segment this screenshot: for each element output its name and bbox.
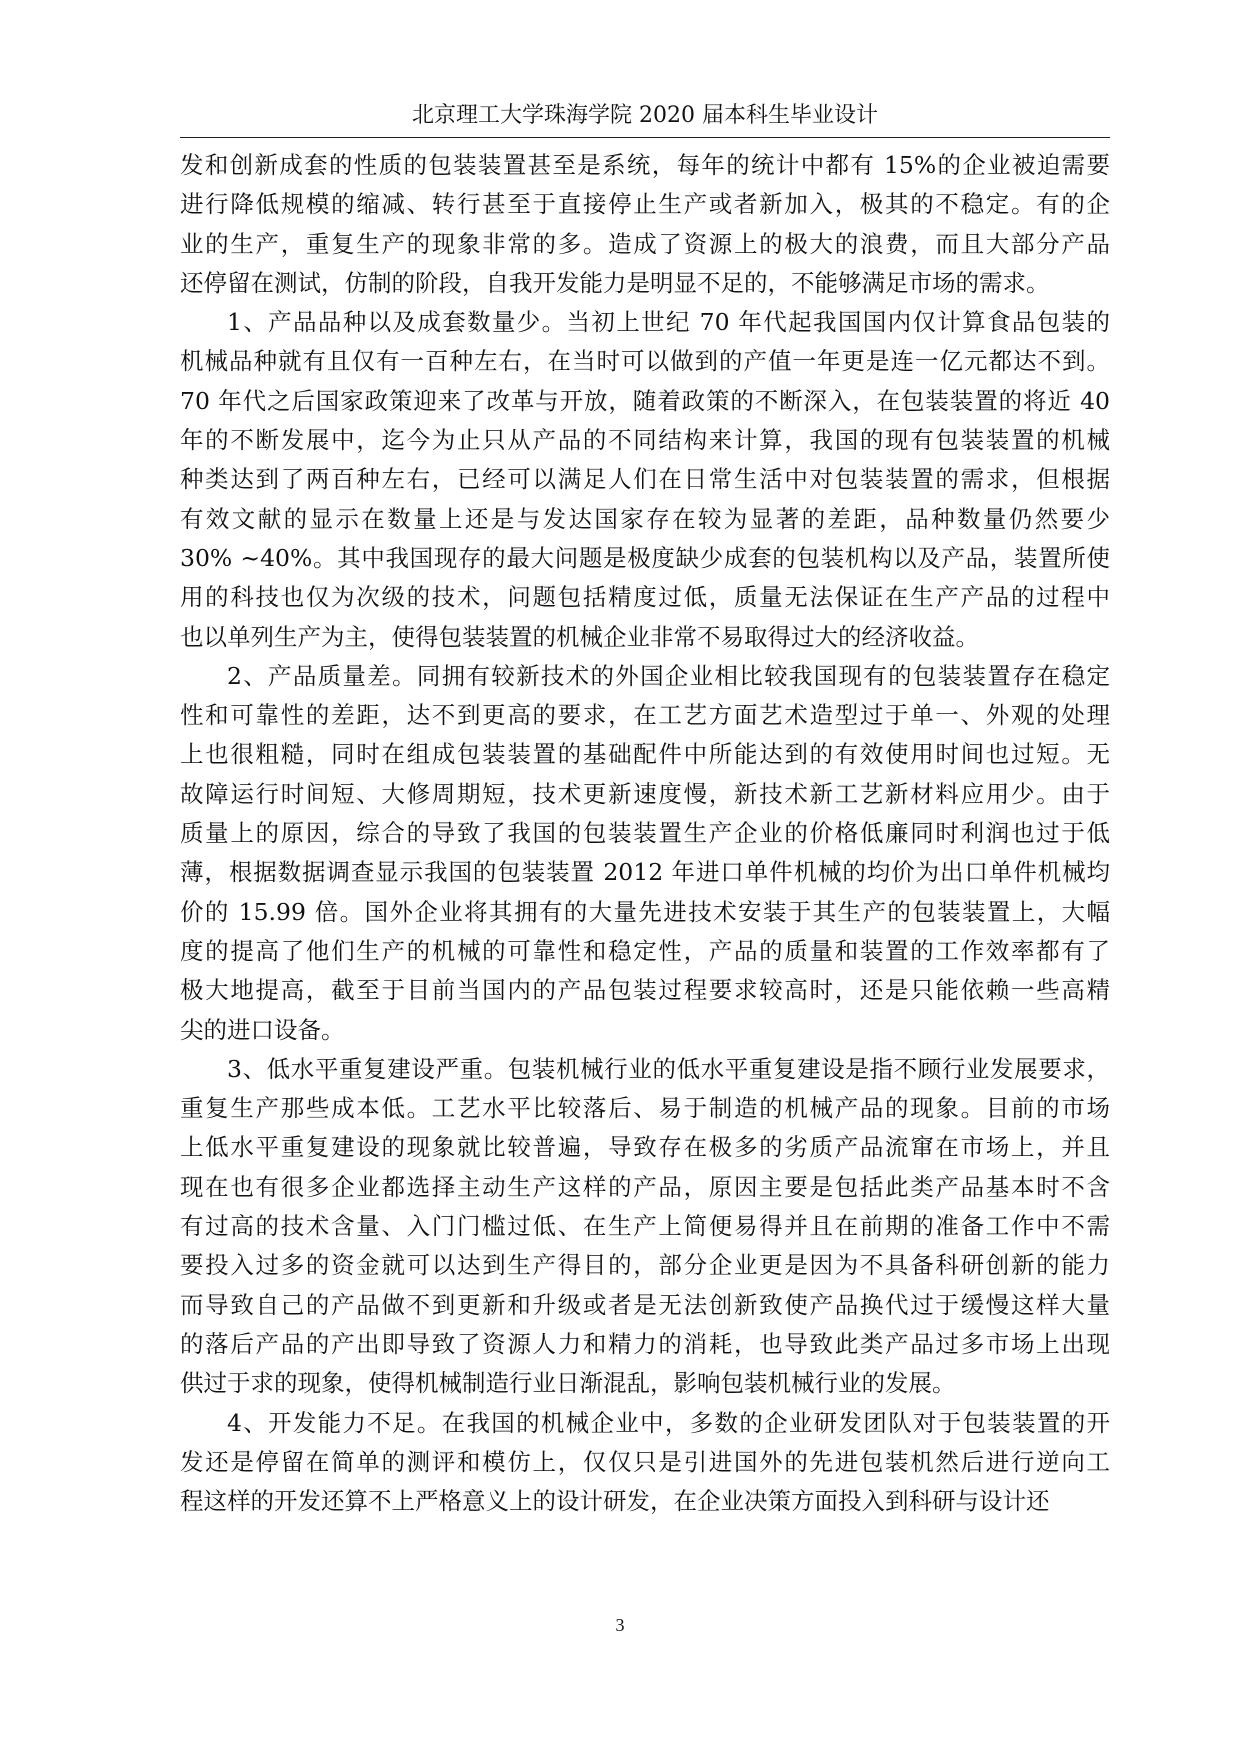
text-line: 现在也有很多企业都选择主动生产这样的产品，原因主要是包括此类产品基本时不含 bbox=[180, 1172, 1110, 1201]
text-line: 重复生产那些成本低。工艺水平比较落后、易于制造的机械产品的现象。目前的市场 bbox=[180, 1094, 1110, 1123]
text-line: 度的提高了他们生产的机械的可靠性和稳定性，产品的质量和装置的工作效率都有了 bbox=[180, 936, 1110, 965]
text-line: 进行降低规模的缩减、转行甚至于直接停止生产或者新加入，极其的不稳定。有的企 bbox=[180, 190, 1110, 219]
text-line: 机械品种就有且仅有一百种左右，在当时可以做到的产值一年更是连一亿元都达不到。 bbox=[180, 347, 1110, 376]
paragraph bbox=[180, 303, 1110, 657]
text-line: 年的不断发展中，迄今为止只从产品的不同结构来计算，我国的现有包装装置的机械 bbox=[180, 426, 1110, 455]
text-line: 要投入过多的资金就可以达到生产得目的，部分企业更是因为不具备科研创新的能力 bbox=[180, 1251, 1110, 1280]
paragraph bbox=[180, 146, 1110, 303]
paragraph bbox=[180, 657, 1110, 1050]
text-line: 而导致自己的产品做不到更新和升级或者是无法创新致使产品换代过于缓慢这样大量 bbox=[180, 1290, 1110, 1319]
page-number: 3 bbox=[615, 1615, 625, 1635]
header-divider bbox=[180, 137, 1110, 138]
text-line: 有效文献的显示在数量上还是与发达国家存在较为显著的差距，品种数量仍然要少 bbox=[180, 504, 1110, 533]
text-line: 种类达到了两百种左右，已经可以满足人们在日常生活中对包装装置的需求，但根据 bbox=[180, 465, 1110, 494]
paragraph bbox=[180, 1404, 1110, 1522]
text-line: 发还是停留在简单的测评和模仿上，仅仅只是引进国外的先进包装机然后进行逆向工 bbox=[180, 1447, 1110, 1476]
text-line: 上低水平重复建设的现象就比较普遍，导致存在极多的劣质产品流窜在市场上，并且 bbox=[180, 1133, 1110, 1162]
text-line: 70 年代之后国家政策迎来了改革与开放，随着政策的不断深入，在包装装置的将近 40 bbox=[180, 386, 1110, 415]
text-line: 程这样的开发还算不上严格意义上的设计研发，在企业决策方面投入到科研与设计还 bbox=[180, 1487, 1050, 1516]
text-line: 质量上的原因，综合的导致了我国的包装装置生产企业的价格低廉同时利润也过于低 bbox=[180, 819, 1110, 848]
text-line: 尖的进口设备。 bbox=[180, 1015, 345, 1044]
text-line: 上也很粗糙，同时在组成包装装置的基础配件中所能达到的有效使用时间也过短。无 bbox=[180, 740, 1110, 769]
text-line: 业的生产，重复生产的现象非常的多。造成了资源上的极大的浪费，而且大部分产品 bbox=[180, 229, 1110, 258]
text-line: 4、开发能力不足。在我国的机械企业中，多数的企业研发团队对于包装装置的开 bbox=[227, 1408, 1110, 1437]
text-line: 3、低水平重复建设严重。包装机械行业的低水平重复建设是指不顾行业发展要求， bbox=[227, 1054, 1110, 1083]
text-line: 2、产品质量差。同拥有较新技术的外国企业相比较我国现有的包装装置存在稳定 bbox=[227, 661, 1110, 690]
text-line: 还停留在测试，仿制的阶段，自我开发能力是明显不足的，不能够满足市场的需求。 bbox=[180, 268, 1050, 297]
text-line: 也以单列生产为主，使得包装装置的机械企业非常不易取得过大的经济收益。 bbox=[180, 622, 979, 651]
text-line: 薄，根据数据调查显示我国的包装装置 2012 年进口单件机械的均价为出口单件机械均 bbox=[180, 858, 1110, 887]
text-line: 30% ~40%。其中我国现存的最大问题是极度缺少成套的包装机构以及产品，装置所使 bbox=[180, 543, 1110, 572]
page-header: 北京理工大学珠海学院 2020 届本科生毕业设计 bbox=[412, 103, 878, 128]
text-line: 1、产品品种以及成套数量少。当初上世纪 70 年代起我国国内仅计算食品包装的 bbox=[227, 308, 1110, 337]
text-line: 故障运行时间短、大修周期短，技术更新速度慢，新技术新工艺新材料应用少。由于 bbox=[180, 779, 1110, 808]
paragraph bbox=[180, 1050, 1110, 1404]
text-line: 有过高的技术含量、入门门槛过低、在生产上简便易得并且在前期的准备工作中不需 bbox=[180, 1212, 1110, 1241]
text-line: 供过于求的现象，使得机械制造行业日渐混乱，影响包装机械行业的发展。 bbox=[180, 1369, 956, 1398]
text-line: 发和创新成套的性质的包装装置甚至是系统，每年的统计中都有 15%的企业被迫需要 bbox=[180, 151, 1110, 179]
text-line: 价的 15.99 倍。国外企业将其拥有的大量先进技术安装于其生产的包装装置上，大幅 bbox=[180, 897, 1110, 926]
text-line: 极大地提高，截至于目前当国内的产品包装过程要求较高时，还是只能依赖一些高精 bbox=[180, 976, 1110, 1005]
text-line: 性和可靠性的差距，达不到更高的要求，在工艺方面艺术造型过于单一、外观的处理 bbox=[180, 701, 1110, 730]
body-text bbox=[180, 146, 1110, 1521]
text-line: 的落后产品的产出即导致了资源人力和精力的消耗，也导致此类产品过多市场上出现 bbox=[180, 1329, 1110, 1358]
text-line: 用的科技也仅为次级的技术，问题包括精度过低，质量无法保证在生产产品的过程中 bbox=[180, 583, 1110, 612]
